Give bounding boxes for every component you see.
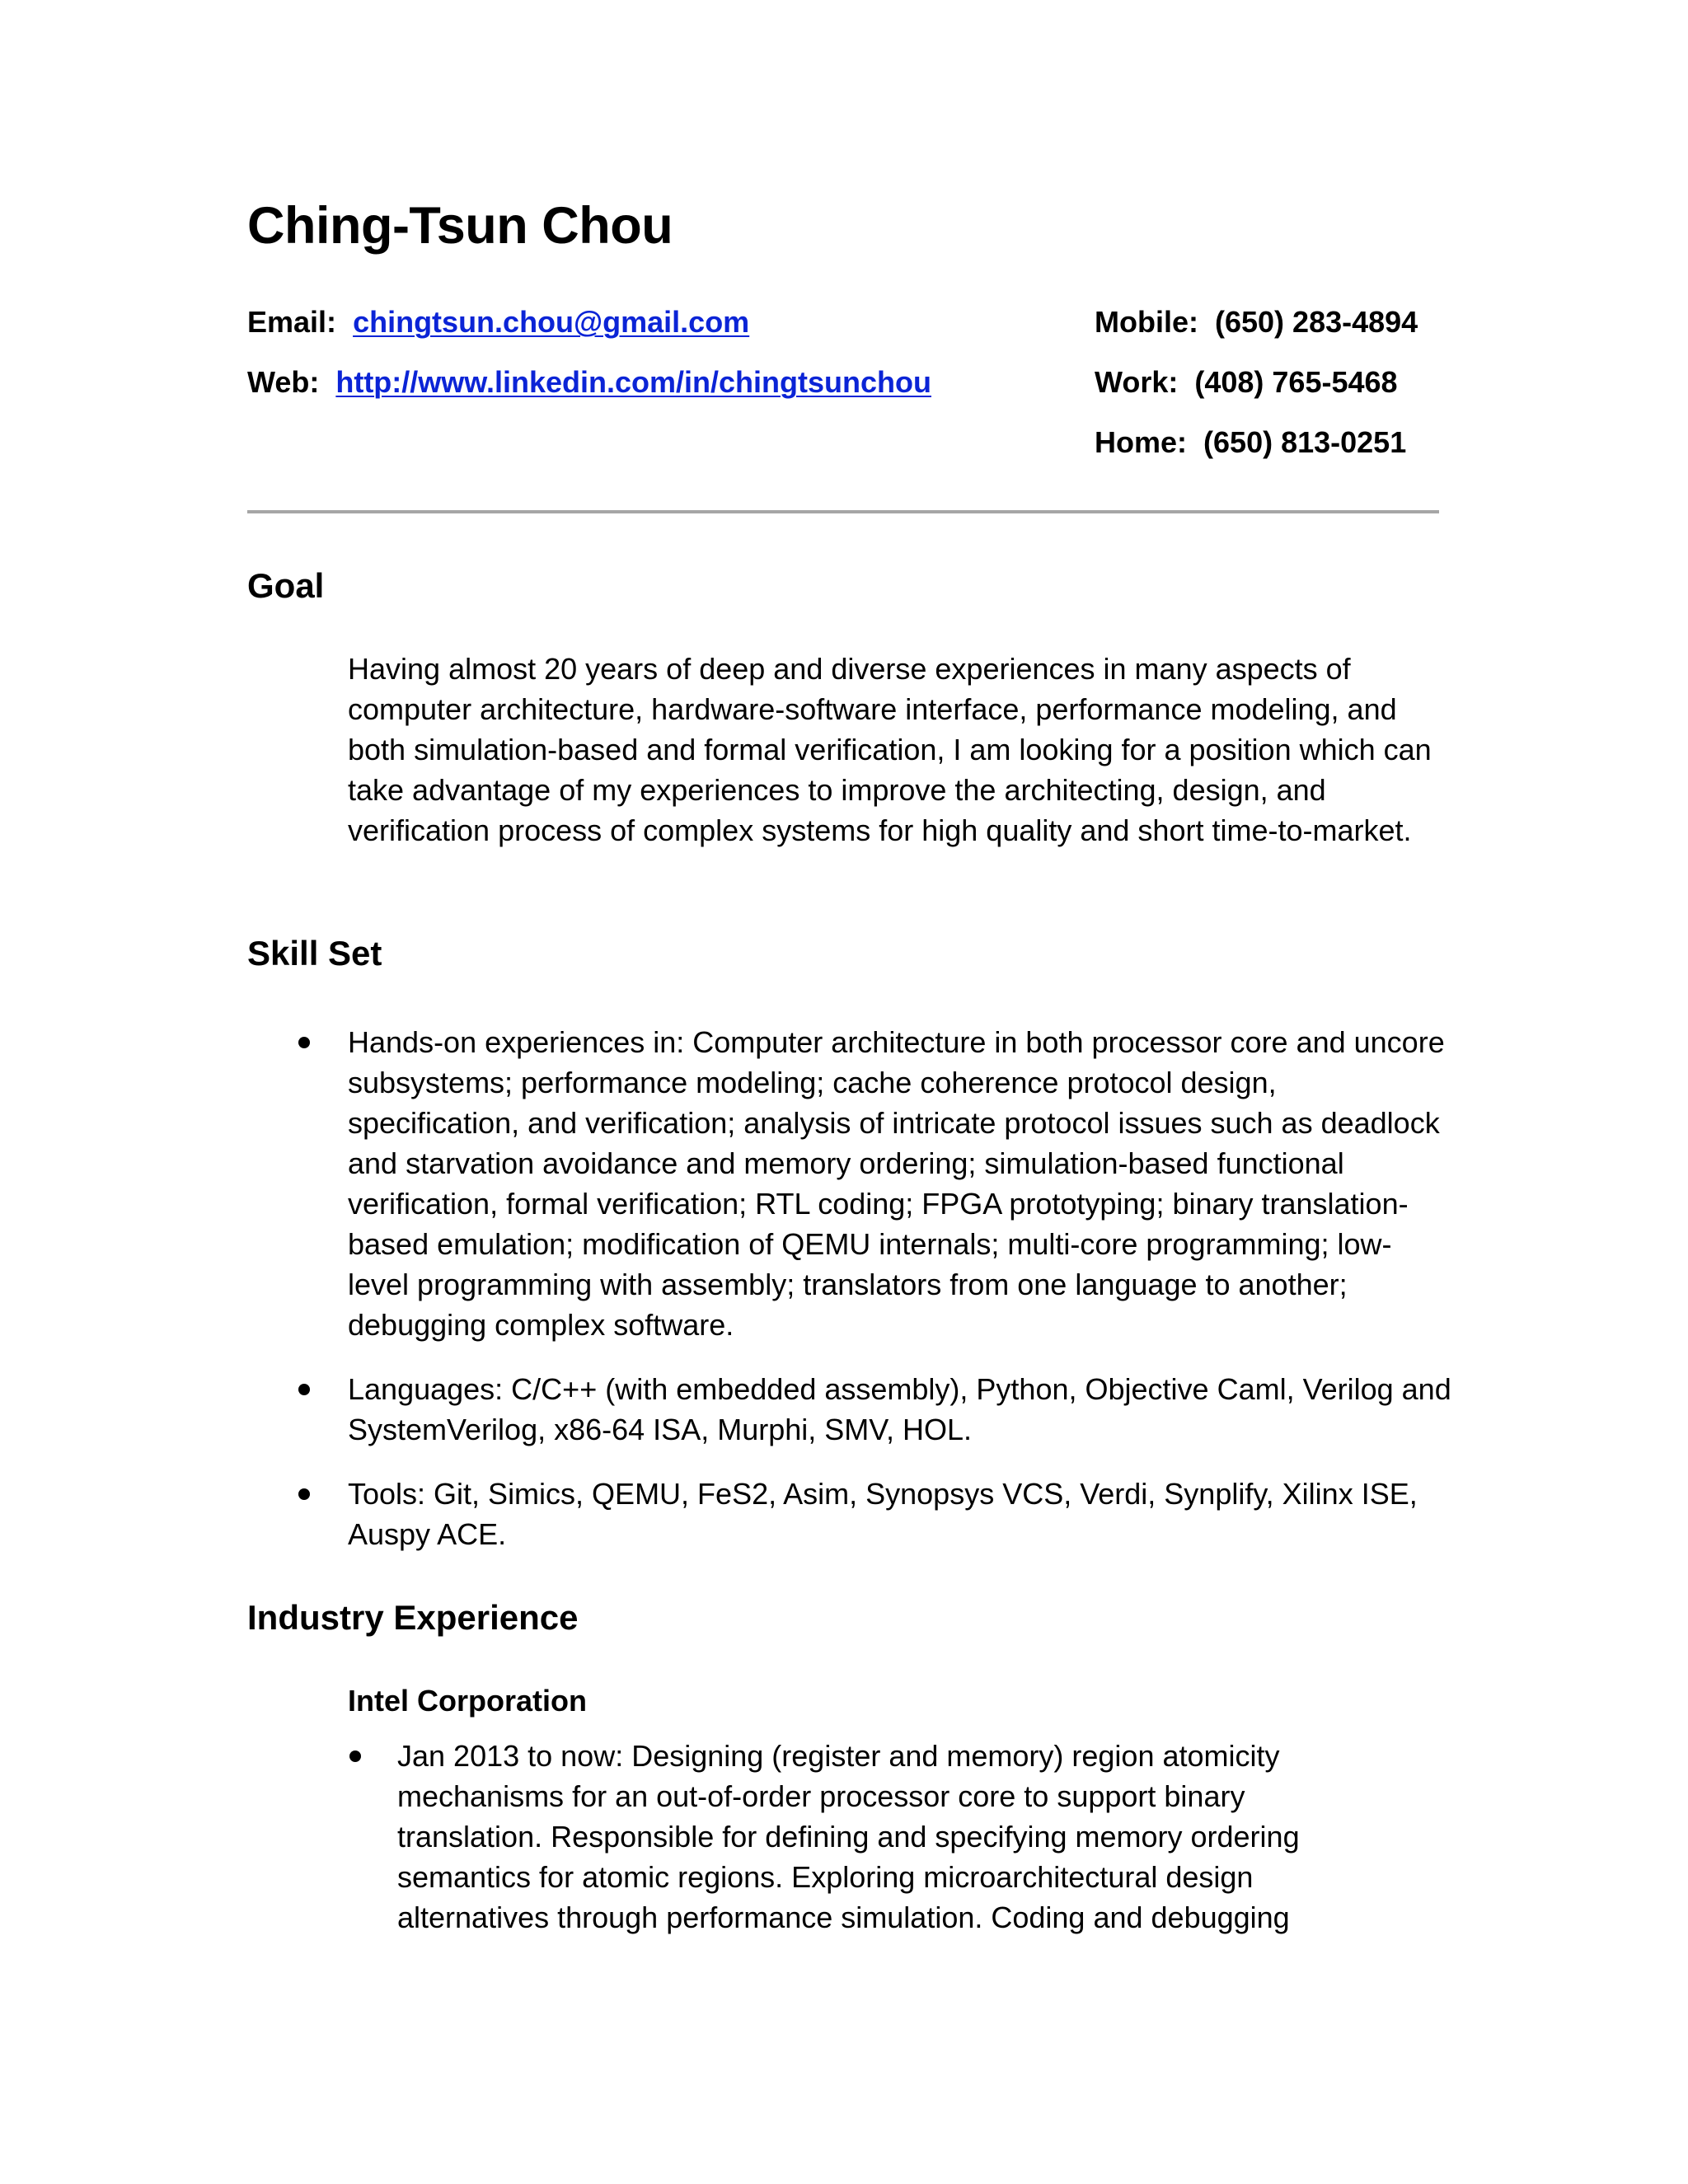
mobile-label: Mobile: bbox=[1095, 305, 1198, 339]
experience-list bbox=[0, 1736, 1688, 1938]
skill-item-text: Languages: C/C++ (with embedded assembly), Python, Objective Caml, Verilog and SystemVerilog, x86-64 ISA, Murphi, SMV, HOL. bbox=[348, 1372, 1451, 1446]
skills-list bbox=[0, 1022, 1688, 1554]
mobile-row bbox=[1095, 307, 1418, 337]
experience-heading: Industry Experience bbox=[247, 1598, 579, 1637]
goal-text: Having almost 20 years of deep and diverse experiences in many aspects of computer architecture, hardware-software interface, performance modeling, and both simulation-based and formal verification, I am looking for a position which can take advantage of my experiences to improve the architecting, design, and verification process of complex systems for high quality and short time-to-market. bbox=[348, 652, 1432, 847]
skill-item-text: Tools: Git, Simics, QEMU, FeS2, Asim, Synopsys VCS, Verdi, Synplify, Xilinx ISE, Auspy ACE. bbox=[348, 1477, 1418, 1551]
bullet-icon bbox=[298, 1037, 310, 1048]
company-name: Intel Corporation bbox=[348, 1684, 587, 1718]
goal-heading: Goal bbox=[247, 566, 325, 605]
work-label: Work: bbox=[1095, 365, 1179, 399]
web-link[interactable]: http://www.linkedin.com/in/chingtsunchou bbox=[335, 365, 931, 399]
header-divider bbox=[247, 510, 1439, 513]
skill-item bbox=[0, 1369, 1452, 1450]
home-row bbox=[1095, 425, 1407, 459]
bullet-icon bbox=[349, 1750, 361, 1762]
work-number: (408) 765-5468 bbox=[1194, 365, 1398, 399]
candidate-name: Ching-Tsun Chou bbox=[247, 197, 673, 255]
email-link[interactable]: chingtsun.chou@gmail.com bbox=[353, 305, 750, 339]
home-number: (650) 813-0251 bbox=[1203, 425, 1407, 459]
skill-item-text: Hands-on experiences in: Computer architecture in both processor core and uncore subsystems; performance modeling; cache coherence protocol design, specification, and verification; analysis of intricate protocol issues such as deadlock and starvation avoidance and memory ordering; simulation-based functional verification, formal verification; RTL coding; FPGA prototyping; binary translation-based emulation; modification of QEMU internals; multi-core programming; low-level programming with assembly; translators from one language to another; debugging complex software. bbox=[348, 1025, 1445, 1342]
email-row bbox=[247, 307, 749, 337]
experience-item-text: Jan 2013 to now: Designing (register and memory) region atomicity mechanisms for an out-of-order processor core to support binary translation. Responsible for defining and specifying memory ordering semantics for atomic regions. Exploring microarchitectural design alternatives through performance simulation. Coding and debugging bbox=[397, 1739, 1300, 1934]
bullet-icon bbox=[298, 1488, 310, 1500]
skill-item bbox=[0, 1474, 1452, 1554]
skills-heading: Skill Set bbox=[247, 934, 382, 972]
skill-item bbox=[0, 1022, 1452, 1345]
experience-item bbox=[0, 1736, 1357, 1938]
work-row bbox=[1095, 365, 1398, 399]
mobile-number: (650) 283-4894 bbox=[1215, 305, 1418, 339]
home-label: Home: bbox=[1095, 425, 1188, 459]
web-label: Web: bbox=[247, 365, 320, 399]
web-row bbox=[247, 365, 931, 399]
email-label: Email: bbox=[247, 305, 337, 339]
bullet-icon bbox=[298, 1384, 310, 1395]
